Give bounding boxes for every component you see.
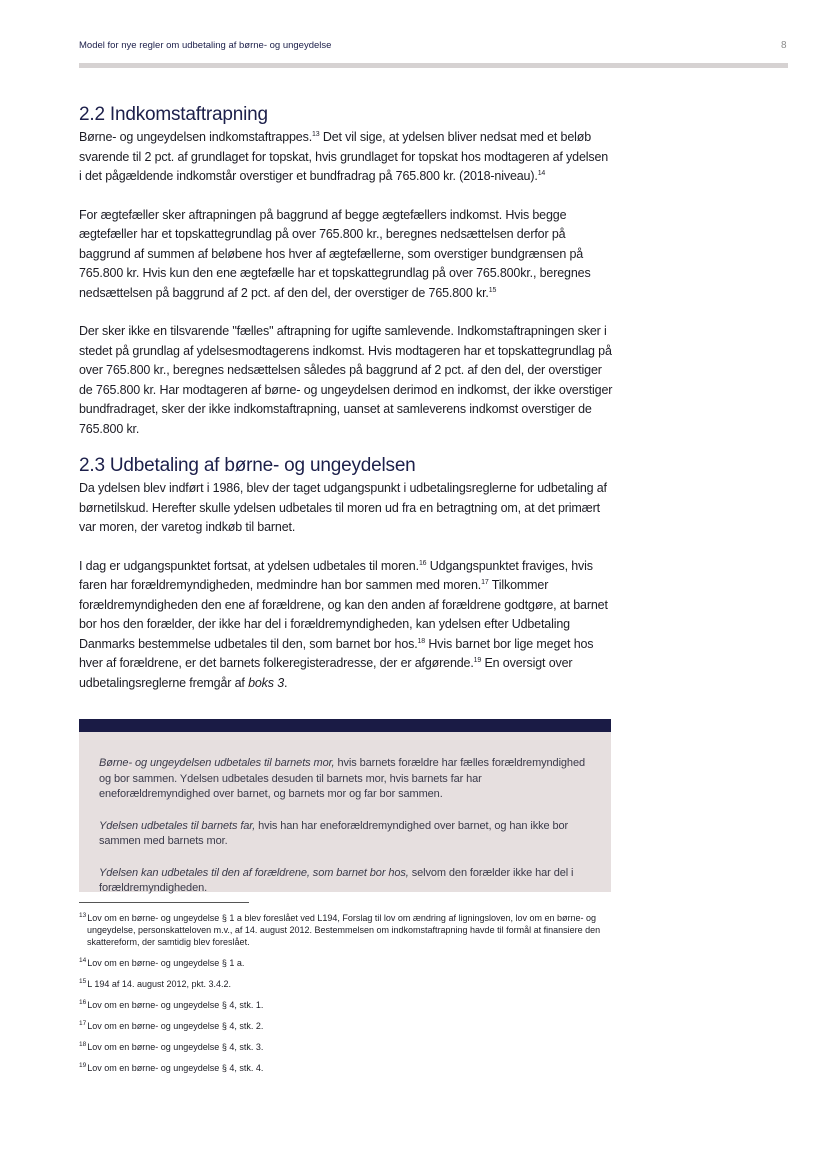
footnotes [79, 912, 614, 1083]
section-heading: 2.2 Indkomstaftrapning [79, 104, 268, 125]
footnote-item: $^{17}$Lov om en børne- og ungeydelse § 4, stk. 2. [79, 1020, 264, 1031]
box-item: Børne- og ungeydelsen udbetales til barnets mor, hvis barnets forældre har fælles forældremyndighed og bor sammen. Ydelsen udbetales desuden til barnets mor, hvis barnets far har eneforældremyndighed over barnet, og barnets mor og far bor sammen. [99, 757, 585, 800]
paragraph: I dag er udgangspunktet fortsat, at ydelsen udbetales til moren.$^{16}$ Udgangspunktet fraviges, hvis faren har forældremyndigheden, medmindre han bor sammen med moren.$^{17}$ Tilkommer forældremyndigheden den ene af forældrene, og kan den anden af forældrene godtgøre, at barnet bor hos den forælder, der ikke har del i forældremyndigheden, kan ydelsen efter Udbetaling Danmarks bestemmelse udbetales til den, som barnet bor hos.$^{18}$ Hvis barnet bor lige meget hos hver af forældrene, er det barnets folkeregisteradresse, der er afgørende.$^{19}$ En oversigt over udbetalingsreglerne fremgår af boks 3. [79, 558, 608, 690]
paragraph: For ægtefæller sker aftrapningen på baggrund af begge ægtefællers indkomst. Hvis begge ægtefæller har et topskattegrundlag på over 765.800 kr., beregnes nedsættelsen derfor på baggrund af summen af beløbene hos hver af ægtefællerne, som overstiger bundgrænsen på 765.800 kr. Hvis kun den ene ægtefælle har et topskattegrundlag på over 765.800kr., beregnes nedsættelsen på baggrund af 2 pct. af den del, der overstiger de 765.800 kr.$^{15}$ [79, 207, 591, 300]
box-reference[interactable]: boks 3 [248, 675, 284, 690]
footnote-ref[interactable]: 19 [473, 656, 482, 664]
footnote-ref[interactable]: 16 [418, 559, 427, 567]
box-item: Ydelsen udbetales til barnets far, hvis han har eneforældremyndighed over barnet, og han ikke bor sammen med barnets mor. [99, 819, 569, 847]
info-box [79, 732, 611, 892]
footnote-item: $^{19}$Lov om en børne- og ungeydelse § 4, stk. 4. [79, 1062, 264, 1073]
section-indkomstaftrapning [79, 104, 614, 439]
footnote-item: $^{13}$Lov om en børne- og ungeydelse § 1 a blev foreslået ved L194, Forslag til lov om ændring af ligningsloven, lov om en børne- og ungeydelse, personskatteloven m.v., af 14. august 2012. Bestemmelsen om indkomstaftrapning havde til formål at finansiere den skattereform, der samtidig blev foreslået. [79, 912, 601, 947]
footnote-item: $^{15}$L 194 af 14. august 2012, pkt. 3.4.2. [79, 978, 232, 989]
box-header-bar [79, 719, 611, 732]
box-item: Ydelsen kan udbetales til den af forældrene, som barnet bor hos, selvom den forælder ikke har del i forældremyndigheden. [99, 866, 574, 894]
footnote-item: $^{16}$Lov om en børne- og ungeydelse § 4, stk. 1. [79, 999, 264, 1010]
footnote-ref[interactable]: 18 [417, 637, 426, 645]
main-content [79, 104, 614, 712]
paragraph: Da ydelsen blev indført i 1986, blev der taget udgangspunkt i udbetalingsreglerne for udbetaling af børnetilskud. Herefter skulle ydelsen udbetales til moren ud fra en betragtning om, at det primært var moren, der varetog indkøb til barnet. [79, 481, 607, 534]
footnote-item: $^{18}$Lov om en børne- og ungeydelse § 4, stk. 3. [79, 1041, 264, 1052]
footnote-divider [79, 902, 249, 903]
footnote-ref[interactable]: 15 [488, 286, 497, 294]
paragraph: Børne- og ungeydelsen indkomstaftrappes.$^{13}$ Det vil sige, at ydelsen bliver nedsat med et beløb svarende til 2 pct. af grundlaget for topskat, hvis grundlaget for topskat hos modtageren af ydelsen i det pågældende indkomstår overstiger et bundfradrag på 765.800 kr. (2018-niveau).$^{14}$ [79, 130, 609, 183]
footnote-ref[interactable]: 13 [312, 130, 320, 138]
header-divider [79, 63, 788, 68]
footnote-ref[interactable]: 17 [481, 578, 489, 586]
footnote-item: $^{14}$Lov om en børne- og ungeydelse § 1 a. [79, 957, 245, 968]
section-heading: 2.3 Udbetaling af børne- og ungeydelsen [79, 455, 416, 476]
paragraph: Der sker ikke en tilsvarende "fælles" aftrapning for ugifte samlevende. Indkomstaftrapningen sker i stedet på grundlag af ydelsesmodtagerens indkomst. Hvis modtageren har et topskattegrundlag på over 765.800 kr., beregnes nedsættelsen således på baggrund af 2 pct. af den del, der overstiger de 765.800 kr. Har modtageren af børne- og ungeydelsen derimod en indkomst, der ikke overstiger bundfradraget, sker der ikke indkomstaftrapning, uanset at samleverens indkomst overstiger de 765.800 kr. [79, 324, 613, 436]
page-number: 8 [781, 40, 787, 51]
footnote-ref[interactable]: 14 [537, 169, 546, 177]
document-running-title: Model for nye regler om udbetaling af børne- og ungeydelse [79, 40, 332, 51]
section-udbetaling [79, 455, 614, 693]
